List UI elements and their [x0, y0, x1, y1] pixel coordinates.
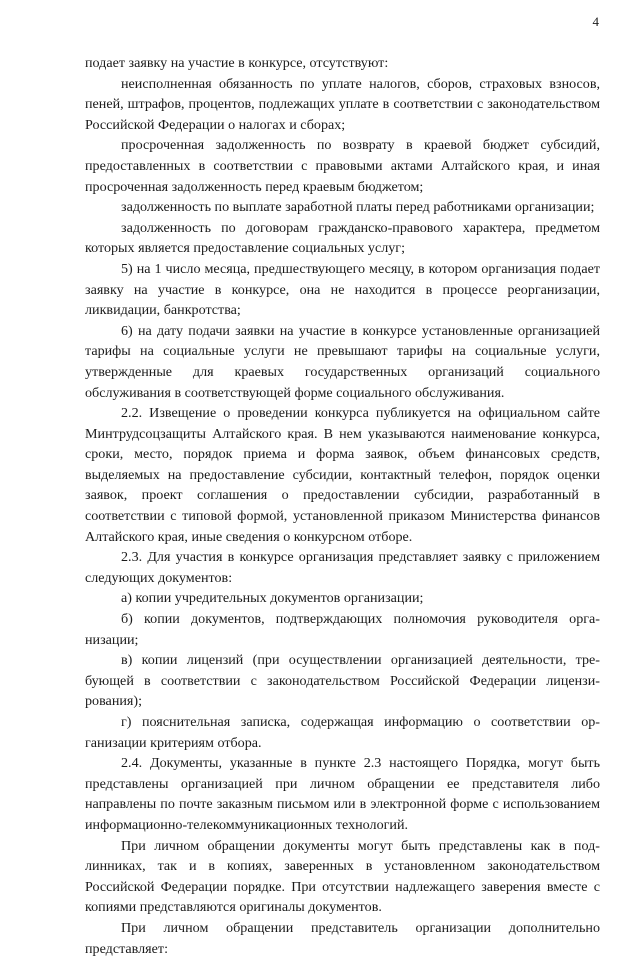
paragraph-section-2-4: 2.4. Документы, указанные в пункте 2.3 настоящего Порядка, могут быть представлены организацией при личном обращении ее представителя либо направлены по почте заказным письмом или в электронной форме с использованием информационно-телекоммуникационных технологий.: [85, 755, 600, 833]
paragraph-wage-debt: задолженность по выплате заработной платы перед работниками организации;: [121, 199, 595, 216]
document-body: [85, 53, 600, 959]
paragraph-overdue-subsidy-debt: просроченная задолженность по возврату в краевой бюджет субсидий, предоставленных в соответствии с правовыми актами Алтайского края, и иная просроченная задолженность перед краевым бюджетом;: [85, 137, 600, 195]
paragraph-item-5: 5) на 1 число месяца, предшествующего месяцу, в котором организация подает заявку на участие в конкурсе, она не находится в процессе реорганизации, ликвидации, банкротства;: [85, 260, 600, 319]
paragraph-item-a: а) копии учредительных документов организации;: [121, 590, 424, 607]
paragraph-tax-obligation: неисполненная обязанность по уплате налогов, сборов, страховых взносов, пеней, штрафов, процентов, подлежащих уплате в соответствии с законодательством Российской Федерации о налогах и сборах;: [85, 75, 600, 133]
paragraph-item-v: в) копии лицензий (при осуществлении организацией деятельности, требующей в соответствии с законодательством Российской Федерации лицензирования);: [85, 652, 600, 710]
paragraph-personal-submission: При личном обращении документы могут быть представлены как в подлинниках, так и в копиях, заверенных в установленном законодательством Российской Федерации порядке. При отсутствии надлежащего заверения вместе с копиями представляются оригиналы документов.: [85, 837, 600, 916]
paragraph-representative: При личном обращении представитель организации дополнительно представляет:: [85, 919, 600, 957]
paragraph-item-b: б) копии документов, подтверждающих полномочия руководителя организации;: [85, 611, 600, 648]
paragraph-item-g: г) пояснительная записка, содержащая информацию о соответствии организации критериям отбора.: [85, 714, 600, 751]
paragraph-section-2-2: 2.2. Извещение о проведении конкурса публикуется на официальном сайте Минтрудсоцзащиты Алтайского края. В нем указываются наименование конкурса, сроки, место, порядок приема и форма заявок, объем финансовых средств, выделяемых на предоставление субсидии, контактный телефон, порядок оценки заявок, проект соглашения о предоставлении субсидии, разработанный в соответствии с типовой формой, установленной приказом Министерства финансов Алтайского края, иные сведения о конкурсном отборе.: [85, 405, 600, 545]
paragraph-intro: подает заявку на участие в конкурсе, отсутствуют:: [85, 55, 389, 71]
paragraph-item-6: 6) на дату подачи заявки на участие в конкурсе установленные организацией тарифы на социальные услуги не превышают тарифы на социальные услуги, утвержденные для краевых государственных организаций социального обслуживания в соответствующей форме социального обслуживания.: [85, 322, 600, 401]
paragraph-civil-contract-debt: задолженность по договорам гражданско-правового характера, предметом которых является предоставление социальных услуг;: [85, 219, 600, 257]
page-number: 4: [592, 14, 599, 29]
paragraph-section-2-3: 2.3. Для участия в конкурсе организация представляет заявку с приложением следующих документов:: [85, 549, 600, 586]
